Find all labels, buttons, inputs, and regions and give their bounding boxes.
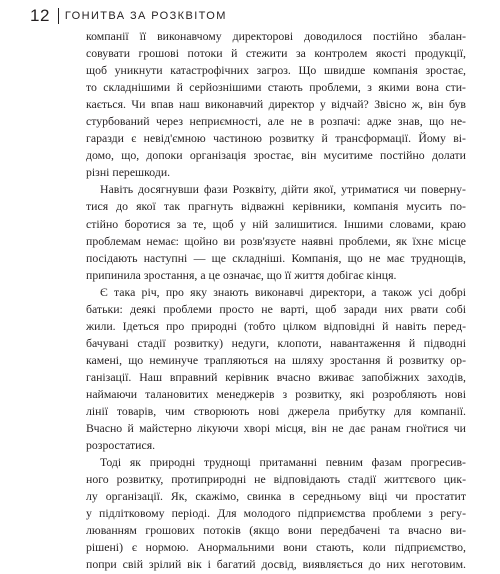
text-line: розростатися. (86, 438, 156, 453)
text-line: тися до якої так прагнуть відважні керівники, компанія мусить по- (86, 199, 466, 214)
running-head (30, 6, 227, 26)
text-line: бачувані стадії розвитку) недуги, клопоти, навантаження й підводні (86, 335, 466, 350)
text-line: ганізації. Наш вправний керівник вчасно вживає запобіжних заходів, (86, 369, 466, 384)
text-line: лу організації. Як, скажімо, свинка в середньому віці чи простатит (86, 489, 466, 504)
text-line: люванням грошових потоків (якщо вони передбачені та вчасно ви- (86, 523, 466, 538)
text-line: ного розвитку, протиприродні не відповідають стадії життєвого цик- (86, 472, 466, 487)
text-line: Тоді як природні труднощі притаманні певним фазам прогресив- (100, 455, 466, 470)
running-title: ГОНИТВА ЗА РОЗКВІТОМ (64, 10, 227, 22)
text-line: то складнішими й серйознішими стають проблеми, з якими вона сти- (86, 80, 466, 95)
text-line: попри свій зрілий вік і багатий досвід, виявляється до них неготовим. (86, 557, 466, 572)
text-line: Навіть досягнувши фази Розквіту, дійти якої, утриматися чи поверну- (100, 182, 466, 197)
text-line: лінії товарів, чим створюють нові джерела прибутку для компанії. (86, 404, 466, 419)
text-line: домо, що, допоки організація зростає, він муситиме постійно долати (86, 148, 466, 163)
text-line: стійно боротися за те, щоб у ній залишитися. Іншими словами, краю (86, 216, 466, 231)
text-line: камені, що неминуче трапляються на шляху зростання й розвитку ор- (86, 352, 466, 367)
text-line: жили. Ідеться про природні (тобто цілком відповідні й навіть перед- (86, 318, 466, 333)
page-number: 12 (30, 6, 50, 25)
paragraph (86, 181, 466, 283)
paragraph (86, 284, 466, 454)
text-line: кається. Чи впав наш виконавчий директор у відчай? Звісно ж, він був (86, 97, 466, 112)
text-line: гаразди є невід'ємною частиною розвитку й трансформації. Йому ві- (86, 131, 466, 146)
text-line: совувати грошові потоки й стежити за контролем якості продукції, (86, 46, 466, 61)
paragraph (86, 454, 466, 573)
text-line: посідають наступні — ще складніші. Компанія, що не має труднощів, (86, 250, 466, 265)
text-line: Є така річ, про яку знають виконавчі директори, а також усі добрі (100, 284, 466, 299)
text-line: стурбований через неприємності, але не в розпачі: адже знав, що не- (86, 114, 466, 129)
text-line: різні перешкоди. (86, 165, 171, 180)
text-line: рішені) є нормою. Анормальними вони стають, коли підприємство, (86, 540, 466, 555)
running-head-divider (58, 8, 59, 24)
text-line: проблемам немає: щойно ви розв'язуєте наявні проблеми, як їхнє місце (86, 233, 466, 248)
text-line: наймаючи талановитих менеджерів з розвитку, які розробляють нові (86, 386, 466, 401)
text-line: компанії її виконавчому директорові доводилося постійно збалан- (86, 29, 466, 43)
body-text (86, 28, 466, 574)
text-line: Вчасно й майстерно лікуючи хворі місця, він не дає ранам гноїтися чи (86, 421, 466, 436)
paragraph (86, 28, 466, 181)
text-line: батьки: деякі проблеми просто не варті, щоб заради них рвати собі (86, 301, 466, 316)
text-line: у підлітковому періоді. Для молодого підприємства проблеми з регу- (86, 506, 466, 521)
text-line: припинила зростання, а це означає, що її життя добігає кінця. (86, 267, 397, 282)
text-line: щоб уникнути катастрофічних загроз. Що швидше компанія зростає, (86, 63, 466, 78)
